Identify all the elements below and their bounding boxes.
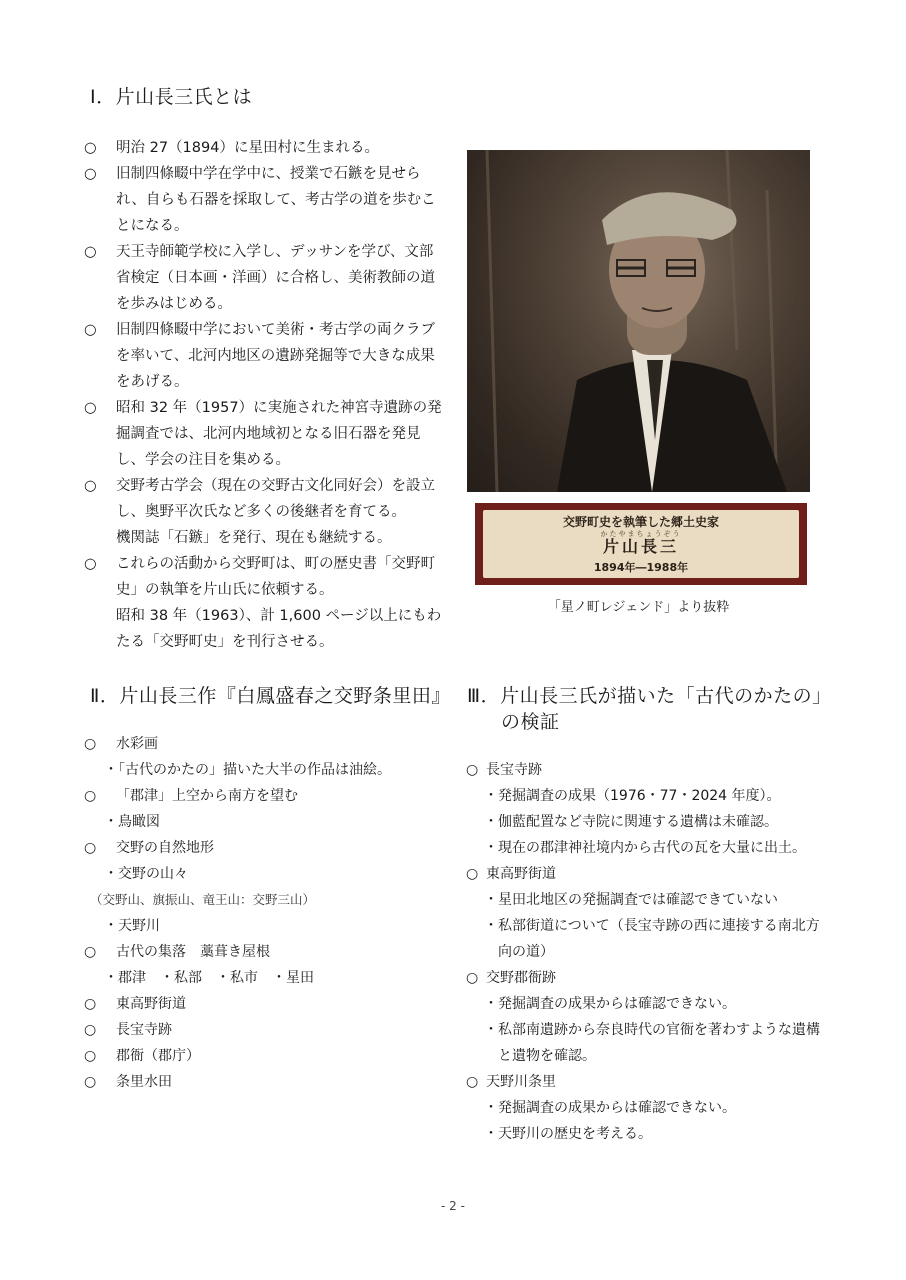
list-item: ○ 交野考古学会（現在の交野古文化同好会）を設立し、奥野平次氏など多くの後継者を育てる。 機関誌「石鏃」を発行、現在も継続する。	[84, 478, 435, 546]
banner-panel	[475, 503, 807, 585]
list-item: ・郡津 ・私部 ・私市 ・星田	[104, 970, 314, 986]
banner-years: 1894年―1988年	[593, 561, 689, 574]
section1-title: Ⅰ．片山長三氏とは	[90, 86, 253, 108]
list-item: ○ 昭和 32 年（1957）に実施された神宮寺遺跡の発掘調査では、北河内地域初となる旧石器を発見し、学会の注目を集める。	[84, 400, 442, 468]
list-item: ○ 水彩画	[84, 736, 158, 752]
list-item: ・現在の郡津神社境内から古代の瓦を大量に出土。	[484, 840, 806, 856]
portrait-photo	[467, 150, 810, 492]
list-item: ○ 交野郡衙跡	[466, 970, 556, 986]
list-item: ○ 天野川条里	[466, 1074, 556, 1090]
list-item: ○ 東高野街道	[84, 996, 186, 1012]
list-item: ○ 天王寺師範学校に入学し、デッサンを学び、文部省検定（日本画・洋画）に合格し、美術教師の道を歩みはじめる。	[84, 244, 435, 312]
list-item: ○ 東高野街道	[466, 866, 556, 882]
list-item: ・天野川の歴史を考える。	[484, 1126, 652, 1142]
list-item: ・私部南遺跡から奈良時代の官衙を著わすような遺構と遺物を確認。	[484, 1022, 820, 1064]
list-item: ○ 「郡津」上空から南方を望む	[84, 788, 298, 804]
list-item: ○ 長宝寺跡	[84, 1022, 172, 1038]
list-item: ○ 長宝寺跡	[466, 762, 542, 778]
section3-list	[466, 757, 836, 1147]
section3-title	[467, 683, 867, 735]
list-item: ○ 郡衙（郡庁）	[84, 1048, 200, 1064]
list-item: ・「古代のかたの」描いた大半の作品は油絵。	[104, 762, 391, 778]
list-item: ・発掘調査の成果からは確認できない。	[484, 996, 736, 1012]
page-number: - 2 -	[441, 1199, 465, 1213]
list-item: ○ これらの活動から交野町は、町の歴史書「交野町史」の執筆を片山氏に依頼する。 昭和 38 年（1963）、計 1,600 ページ以上にもわたる「交野町史」を刊行させる。	[84, 556, 442, 650]
banner-ruby: かたやまちょうぞう	[600, 530, 682, 538]
banner-inner	[483, 510, 799, 578]
list-item: ○ 条里水田	[84, 1074, 172, 1090]
list-item: ・鳥瞰図	[104, 814, 160, 830]
portrait-illustration	[467, 150, 810, 492]
list-item: ○ 古代の集落 藁葺き屋根	[84, 944, 270, 960]
photo-caption: 「星ノ町レジェンド」より抜粋	[547, 600, 730, 615]
list-item: ・発掘調査の成果（1976・77・2024 年度）。	[484, 788, 781, 804]
list-item-note: （交野山、旗振山、竜王山：交野三山）	[90, 892, 316, 907]
list-item: ○ 明治 27（1894）に星田村に生まれる。	[84, 140, 379, 156]
section1-list	[84, 135, 444, 655]
list-item: ○ 旧制四條畷中学において美術・考古学の両クラブを率いて、北河内地区の遺跡発掘等で大きな成果をあげる。	[84, 322, 435, 390]
list-item: ・伽藍配置など寺院に関連する遺構は未確認。	[484, 814, 778, 830]
list-item: ○ 交野の自然地形	[84, 840, 214, 856]
list-item: ○ 旧制四條畷中学在学中に、授業で石鏃を見せられ、自らも石器を採取して、考古学の道を歩むことになる。	[84, 166, 436, 234]
list-item: ・天野川	[104, 918, 160, 934]
banner-subtitle: 交野町史を執筆した郷土史家	[562, 515, 719, 529]
list-item: ・発掘調査の成果からは確認できない。	[484, 1100, 736, 1116]
list-item: ・星田北地区の発掘調査では確認できていない	[484, 892, 778, 908]
list-item: ・私部街道について（長宝寺跡の西に連接する南北方向の道）	[484, 918, 820, 960]
section3-title-line2: の検証	[501, 711, 560, 733]
section3-title-line1: Ⅲ．片山長三氏が描いた「古代のかたの」	[467, 685, 832, 707]
banner-name: 片山長三	[602, 537, 679, 556]
section2-title: Ⅱ．片山長三作『白鳳盛春之交野条里田』	[90, 685, 451, 707]
section2-list	[84, 731, 444, 1095]
list-item: ・交野の山々	[104, 866, 188, 882]
